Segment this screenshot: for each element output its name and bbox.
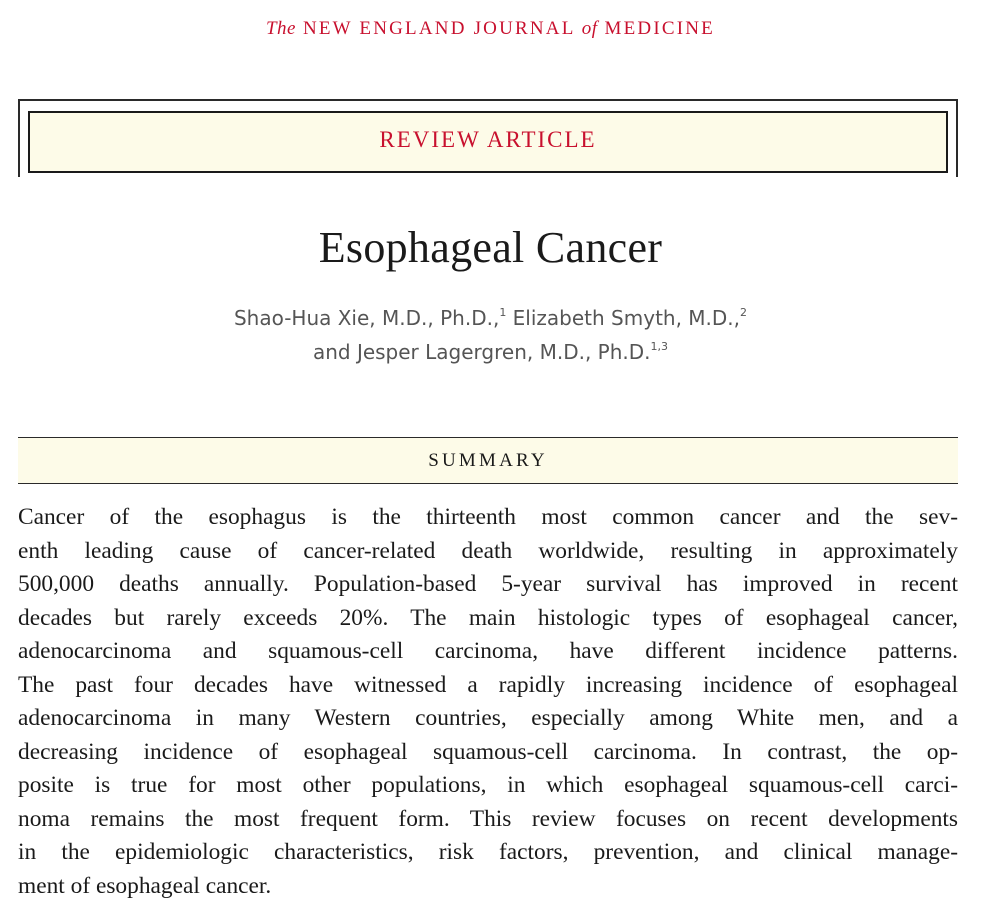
author-list — [0, 301, 981, 369]
masthead-of: of — [581, 18, 598, 39]
article-type-box — [28, 111, 948, 173]
author-line-1 — [0, 301, 981, 335]
masthead-part1: NEW ENGLAND JOURNAL — [302, 18, 575, 39]
summary-line: ment of esophageal cancer. — [18, 872, 272, 899]
summary-line: decreasing incidence of esophageal squamous-cell carcinoma. In contrast, the op- — [18, 738, 958, 765]
author-lagergren: and Jesper Lagergren, M.D., Ph.D. — [312, 340, 651, 364]
masthead-the: The — [265, 18, 296, 39]
article-title: Esophageal Cancer — [318, 223, 663, 272]
summary-line: in the epidemiologic characteristics, risk factors, prevention, and clinical manage- — [18, 839, 958, 865]
author-lagergren-affiliation: 1,3 — [650, 340, 669, 353]
summary-line: adenocarcinoma and squamous-cell carcinoma, have different incidence patterns. — [18, 638, 958, 664]
author-line-2 — [0, 335, 981, 369]
summary-heading-bar — [18, 437, 958, 484]
summary-line: posite is true for most other populations, in which esophageal squamous-cell carci- — [18, 772, 958, 798]
summary-line: 500,000 deaths annually. Population-based 5-year survival has improved in recent — [18, 571, 958, 597]
summary-line: The past four decades have witnessed a rapidly increasing incidence of esophageal — [18, 671, 958, 698]
summary-line: adenocarcinoma in many Western countries, especially among White men, and a — [18, 705, 958, 731]
summary-line: noma remains the most frequent form. This review focuses on recent developments — [18, 805, 958, 832]
article-type-label: REVIEW ARTICLE — [379, 127, 597, 152]
summary-line: enth leading cause of cancer-related death worldwide, resulting in approximately — [18, 537, 958, 564]
author-smyth: Elizabeth Smyth, M.D., — [506, 306, 741, 330]
masthead-part2: MEDICINE — [604, 18, 715, 39]
author-xie: Shao-Hua Xie, M.D., Ph.D., — [233, 306, 500, 330]
summary-heading: SUMMARY — [428, 449, 548, 471]
summary-body — [18, 501, 958, 903]
summary-line: Cancer of the esophagus is the thirteenth most common cancer and the sev- — [18, 504, 958, 530]
author-xie-affiliation: 1 — [499, 306, 507, 319]
author-smyth-affiliation: 2 — [740, 306, 748, 319]
summary-line: decades but rarely exceeds 20%. The main histologic types of esophageal cancer, — [18, 604, 958, 631]
journal-masthead — [0, 18, 981, 40]
